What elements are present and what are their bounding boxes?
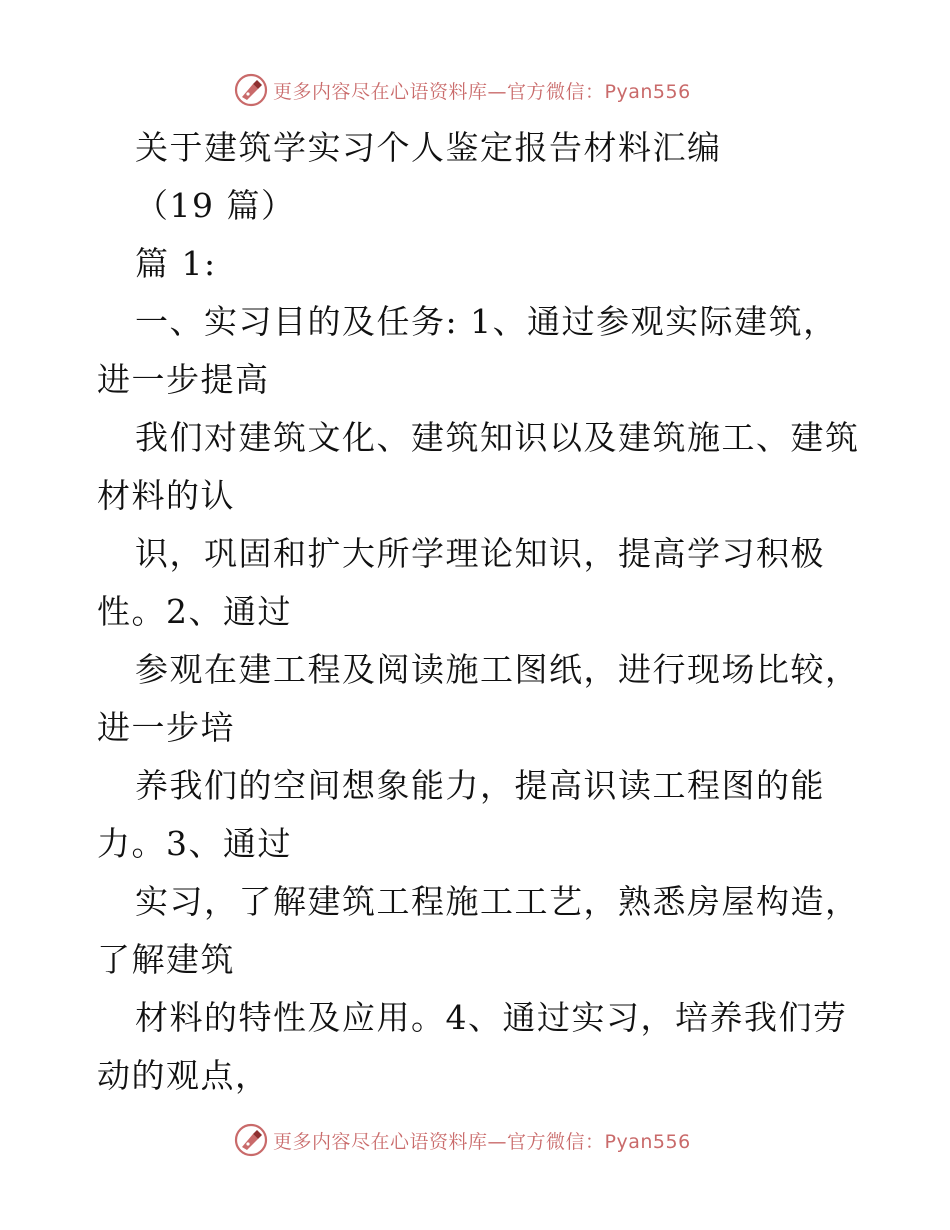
section-heading: 篇 1: (135, 244, 217, 283)
paragraph-line: 进一步培 (97, 708, 235, 747)
paragraph-line: 识，巩固和扩大所学理论知识，提高学习积极 (135, 534, 825, 573)
paragraph-line: 实习，了解建筑工程施工工艺，熟悉房屋构造， (135, 882, 860, 921)
paragraph-line: 动的观点， (97, 1056, 270, 1095)
paragraph-line: 性。2、通过 (97, 592, 292, 631)
document-subtitle: （19 篇） (135, 186, 296, 225)
pen-nib-logo-icon (233, 1122, 269, 1158)
document-title: 关于建筑学实习个人鉴定报告材料汇编 (135, 128, 722, 167)
watermark-footer (233, 1122, 691, 1158)
pen-nib-logo-icon (233, 72, 269, 108)
paragraph-line: 我们对建筑文化、建筑知识以及建筑施工、建筑 (135, 418, 860, 457)
paragraph-line: 材料的特性及应用。4、通过实习，培养我们劳 (135, 998, 848, 1037)
watermark-text: 更多内容尽在心语资料库—官方微信：Pyan556 (273, 80, 691, 103)
paragraph-line: 养我们的空间想象能力，提高识读工程图的能 (135, 766, 825, 805)
watermark-text: 更多内容尽在心语资料库—官方微信：Pyan556 (273, 1130, 691, 1153)
paragraph-line: 力。3、通过 (97, 824, 292, 863)
paragraph-line: 了解建筑 (97, 940, 235, 979)
watermark-header (233, 72, 691, 108)
paragraph-line: 材料的认 (97, 476, 235, 515)
paragraph-line: 参观在建工程及阅读施工图纸，进行现场比较， (135, 650, 860, 689)
paragraph-line: 一、实习目的及任务: 1、通过参观实际建筑， (135, 302, 838, 341)
paragraph-line: 进一步提高 (97, 360, 270, 399)
